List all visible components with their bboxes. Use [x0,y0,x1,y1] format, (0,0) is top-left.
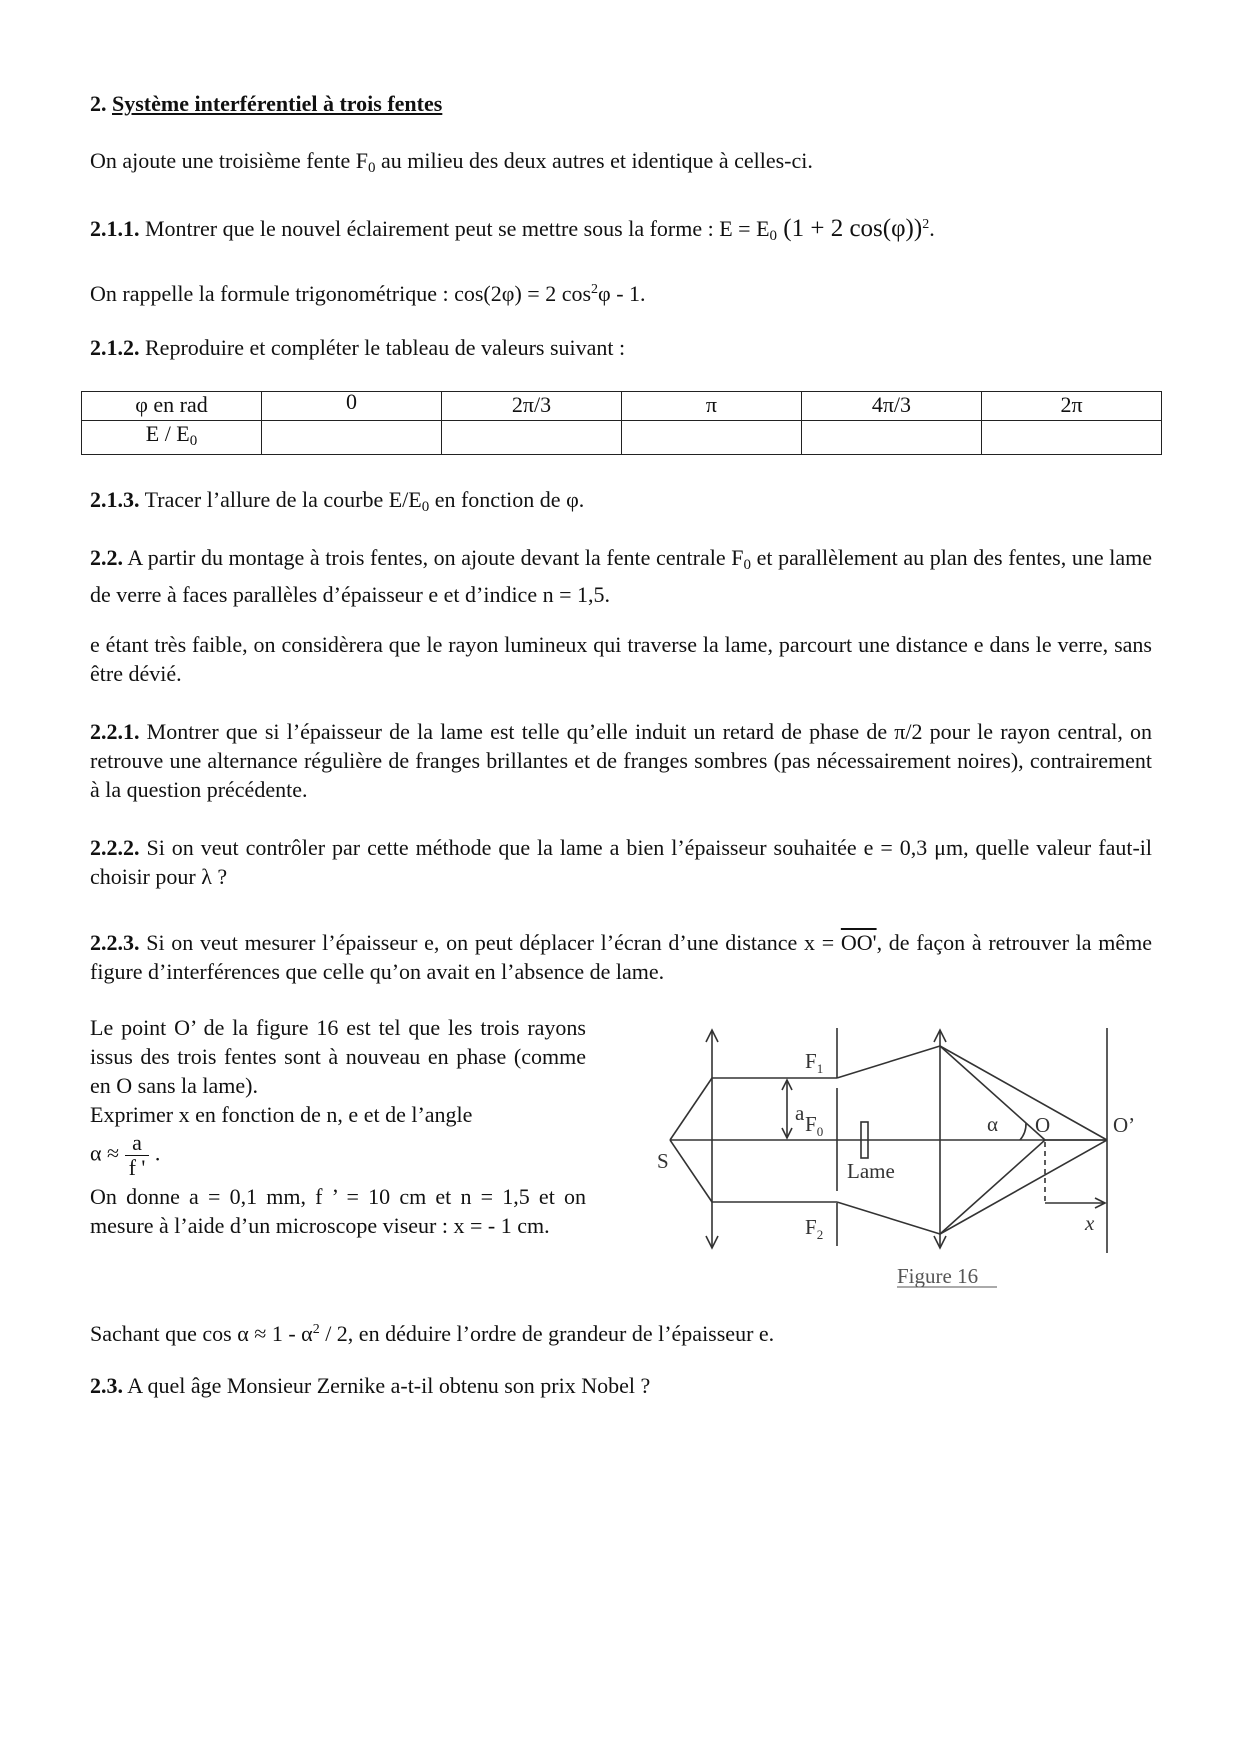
q211-end: . [929,216,935,241]
intro-sub: 0 [367,160,376,176]
ray-source-top [670,1078,712,1140]
frac-denominator: f ' [125,1155,150,1180]
q23-text: A quel âge Monsieur Zernike a-t-il obtenu son prix Nobel ? [123,1373,651,1398]
q213-after: en fonction de φ. [429,487,585,512]
label-f1: $F_1$ [805,1049,824,1076]
label-f2: $F_2$ [805,1215,824,1242]
q211-exp: 2 [922,217,930,232]
alpha-fraction [125,1131,150,1180]
q212-label: 2.1.2. [90,335,140,360]
vector-oo-prime: OO' [840,930,877,955]
question-2-1-2 [90,333,1152,362]
table-empty-cell[interactable] [801,421,981,455]
recall-exp: 2 [591,282,599,297]
question-2-2-2 [90,833,1152,891]
table-cell: 2π [981,392,1161,421]
ray-lens-to-oprime-top [940,1046,1107,1140]
left-p2: Exprimer x en fonction de n, e et de l’angle [90,1102,473,1127]
ratio-sub: 0 [189,433,198,449]
q223-before: Si on veut mesurer l’épaisseur e, on peut déplacer l’écran d’une distance x = [139,930,841,955]
question-2-2-1 [90,717,1152,804]
left-column-text [90,1013,586,1240]
q221-text: Montrer que si l’épaisseur de la lame est telle qu’elle induit un retard de phase de π/2 pour le rayon central, on retrouve une alternance régulière de franges brillantes et de franges sombres (pas nécessairement noires), contrairement à la question précédente. [90,719,1152,802]
ray-lens-to-oprime-bottom [940,1140,1107,1234]
label-a: a [795,1101,805,1125]
ray-f1-to-lens [837,1046,940,1078]
q22-before: A partir du montage à trois fentes, on ajoute devant la fente centrale F [123,545,744,570]
question-2-2-3 [90,928,1152,986]
ray-f2-to-lens [837,1202,940,1234]
table-empty-cell[interactable] [622,421,802,455]
q222-label: 2.2.2. [90,835,140,860]
q22-label: 2.2. [90,545,123,570]
q213-sub: 0 [421,499,430,515]
question-2-2 [90,543,1152,609]
frac-numerator: a [132,1130,142,1155]
intro-paragraph [90,146,1152,183]
question-2-1-3 [90,485,1152,522]
table-empty-cell[interactable] [441,421,621,455]
recall-after: φ - 1. [598,281,646,306]
ray-source-bottom [670,1140,712,1202]
section-heading [90,89,1152,118]
q221-label: 2.2.1. [90,719,140,744]
q23-label: 2.3. [90,1373,123,1398]
label-alpha: α [987,1112,999,1136]
label-f0: $F_0$ [805,1112,824,1139]
intro-before: On ajoute une troisième fente F [90,148,368,173]
table-empty-cell[interactable] [981,421,1161,455]
table-header-ratio [82,421,262,455]
q211-formula: (1 + 2 cos(φ)) [777,215,923,242]
final-after: / 2, en déduire l’ordre de grandeur de l’épaisseur e. [319,1321,775,1346]
q223-after: , de façon à retrouver la même figure d’interférences que celle qu’on avait en l’absence de lame. [90,930,1153,984]
label-o: O [1035,1113,1051,1137]
figure-caption: Figure 16 [897,1264,979,1288]
label-s: S [657,1149,669,1173]
table-cell: 0 [262,392,442,421]
q222-text: Si on veut contrôler par cette méthode que la lame a bien l’épaisseur souhaitée e = 0,3 μm, quelle valeur faut-il choisir pour λ ? [90,835,1152,889]
recall-before: On rappelle la formule trigonométrique : cos(2φ) = 2 cos [90,281,592,306]
label-x: x [1085,1211,1095,1235]
q22-after: et parallèlement au plan des fentes, une lame de verre à faces parallèles d’épaisseur e et d’indice n = 1,5. [90,545,1152,607]
q212-text: Reproduire et compléter le tableau de valeurs suivant : [139,335,626,360]
table-cell: 4π/3 [801,392,981,421]
q211-sub: 0 [769,228,778,244]
trig-recall [90,275,1152,308]
ratio-main: E / E [145,421,190,446]
table-cell: π [622,392,802,421]
question-2-1-1 [90,210,1152,251]
q213-label: 2.1.3. [90,487,140,512]
alpha-lhs: α ≈ [90,1140,120,1166]
alpha-arc [1020,1123,1026,1140]
frac-end: . [154,1140,161,1166]
q211-text: Montrer que le nouvel éclairement peut se mettre sous la forme : E = E [139,216,770,241]
figure-16-diagram [655,1008,1155,1298]
left-p1: Le point O’ de la figure 16 est tel que les trois rayons issus des trois fentes sont à nouveau en phase (comme en O sans la lame). [90,1015,586,1098]
section-title: Système interférentiel à trois fentes [112,91,443,116]
final-before: Sachant que cos α ≈ 1 - α [90,1321,313,1346]
thin-plate-note: e étant très faible, on considèrera que le rayon lumineux qui traverse la lame, parcourt une distance e dans le verre, sans être dévié. [90,632,1152,686]
table-row-phi [82,392,1162,421]
left-p3: On donne a = 0,1 mm, f ’ = 10 cm et n = 1,5 et on mesure à l’aide d’un microscope viseur : x = - 1 cm. [90,1184,586,1238]
label-lame: Lame [847,1159,895,1183]
alpha-approx [90,1131,586,1180]
q223-label: 2.2.3. [90,930,140,955]
ray-lens-to-o-bottom [940,1140,1045,1234]
values-table [81,391,1162,455]
question-2-3 [90,1371,1152,1400]
table-cell: 2π/3 [441,392,621,421]
intro-after: au milieu des deux autres et identique à celles-ci. [375,148,813,173]
table-empty-cell[interactable] [262,421,442,455]
section-number: 2. [90,91,107,116]
table-row-ratio [82,421,1162,455]
q22-sub: 0 [743,557,751,573]
q211-label: 2.1.1. [90,216,140,241]
q213-before: Tracer l’allure de la courbe E/E [139,487,422,512]
final-question [90,1315,1152,1348]
final-exp: 2 [312,1322,320,1337]
table-header-phi: φ en rad [82,392,262,421]
label-o-prime: O’ [1113,1113,1136,1137]
